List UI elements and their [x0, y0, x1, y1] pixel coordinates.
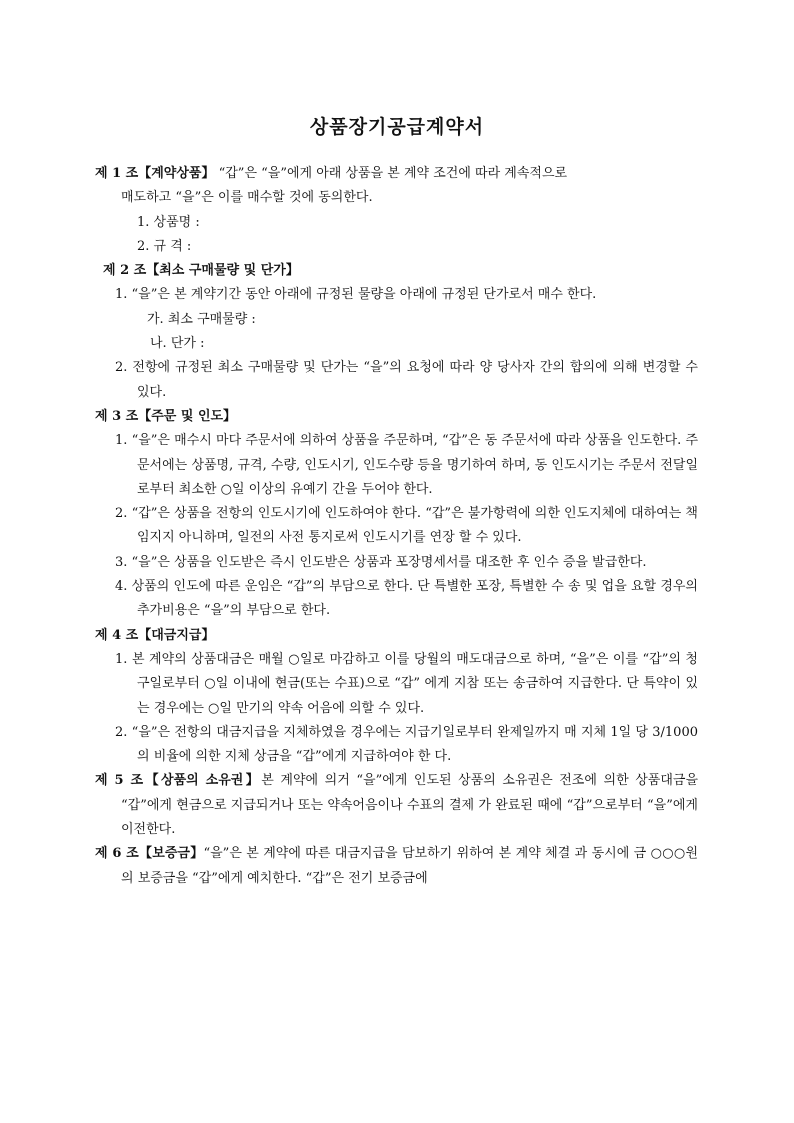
article-5-text: 본 계약에 의거 “을”에게 인도된 상품의 소유권은 전조에 의한 상품대금을 “갑”에게 현금으로 지급되거나 또는 약속어음이나 수표의 결제 가 완료된 때에 “갑”으로부터 “을”에게 이전한다.: [121, 773, 699, 838]
article-6-text: “을”은 본 계약에 따른 대금지급을 담보하기 위하여 본 계약 체결 과 동시에 금 ○○○원의 보증금을 “갑”에게 예치한다. “갑”은 전기 보증금에: [121, 846, 699, 886]
article-1-text-cont: 매도하고 “을”은 이를 매수할 것에 동의한다.: [121, 190, 373, 206]
article-4-item-1: 1. 본 계약의 상품대금은 매월 ○일로 마감하고 이를 당월의 매도대금으로 하며, “을”은 이를 “갑”의 청구일로부터 ○일 이내에 현금(또는 수표)으로 “갑” 에게 지참 또는 송금하여 지급한다. 단 특약이 있는 경우에는 ○일 만기의 약속 어음에 의할 수 있다.: [115, 651, 698, 716]
article-1-heading: 제 1 조【계약상품】: [95, 166, 215, 181]
article-2: [95, 259, 698, 405]
article-2-sub-2: 나. 단가 :: [150, 336, 205, 352]
article-3: [95, 405, 698, 624]
article-4: [95, 624, 698, 770]
article-3-item-1: 1. “을”은 매수시 마다 주문서에 의하여 상품을 주문하며, “갑”은 동 주문서에 따라 상품을 인도한다. 주문서에는 상품명, 규격, 수량, 인도시기, 인도수량 등을 명기하여 하며, 동 인도시기는 주문서 전달일로부터 최소한 ○일 이상의 유예기 간을 두어야 한다.: [115, 433, 698, 497]
article-1: [95, 162, 698, 259]
article-3-heading: 제 3 조【주문 및 인도】: [95, 408, 237, 424]
article-3-item-3: 3. “을”은 상품을 인도받은 즉시 인도받은 상품과 포장명세서를 대조한 후 인수 증을 발급한다.: [115, 554, 647, 570]
article-2-sub-1: 가. 최소 구매물량 :: [147, 311, 256, 327]
article-3-item-2: 2. “갑”은 상품을 전항의 인도시기에 인도하여야 한다. “갑”은 불가항력에 의한 인도지체에 대하여는 책임지지 아니하며, 일전의 사전 통지로써 인도시기를 연장 할 수 있다.: [115, 506, 698, 546]
article-2-heading: 제 2 조【최소 구매물량 및 단가】: [103, 263, 299, 279]
article-2-item-1: 1. “을”은 본 계약기간 동안 아래에 규정된 물량을 아래에 규정된 단가로서 매수 한다.: [115, 287, 597, 303]
article-1-item-2: 2. 규 격 :: [137, 238, 192, 254]
document-title: 상품장기공급계약서: [309, 116, 485, 138]
article-1-text: “갑”은 “을”에게 아래 상품을 본 계약 조건에 따라 계속적으로: [218, 166, 568, 181]
article-6: [95, 842, 698, 891]
article-5-heading: 제 5 조【상품의 소유권】: [95, 773, 262, 789]
article-2-item-2: 2. 전항에 규정된 최소 구매물량 및 단가는 “을”의 요청에 따라 양 당사자 간의 합의에 의해 변경할 수 있다.: [115, 360, 698, 400]
article-6-heading: 제 6 조【보증금】: [95, 846, 204, 862]
article-5: [95, 769, 698, 842]
article-1-item-1: 1. 상품명 :: [137, 214, 200, 230]
contract-body: [95, 162, 698, 891]
article-3-item-4: 4. 상품의 인도에 따른 운임은 “갑”의 부담으로 한다. 단 특별한 포장, 특별한 수 송 및 업을 요할 경우의 추가비용은 “을”의 부담으로 한다.: [115, 579, 698, 619]
article-4-heading: 제 4 조【대금지급】: [95, 627, 215, 643]
article-4-item-2: 2. “을”은 전항의 대금지급을 지체하였을 경우에는 지급기일로부터 완제일까지 매 지체 1일 당 3/1000의 비율에 의한 지체 상금을 “갑”에게 지급하여야 한 다.: [115, 724, 698, 765]
